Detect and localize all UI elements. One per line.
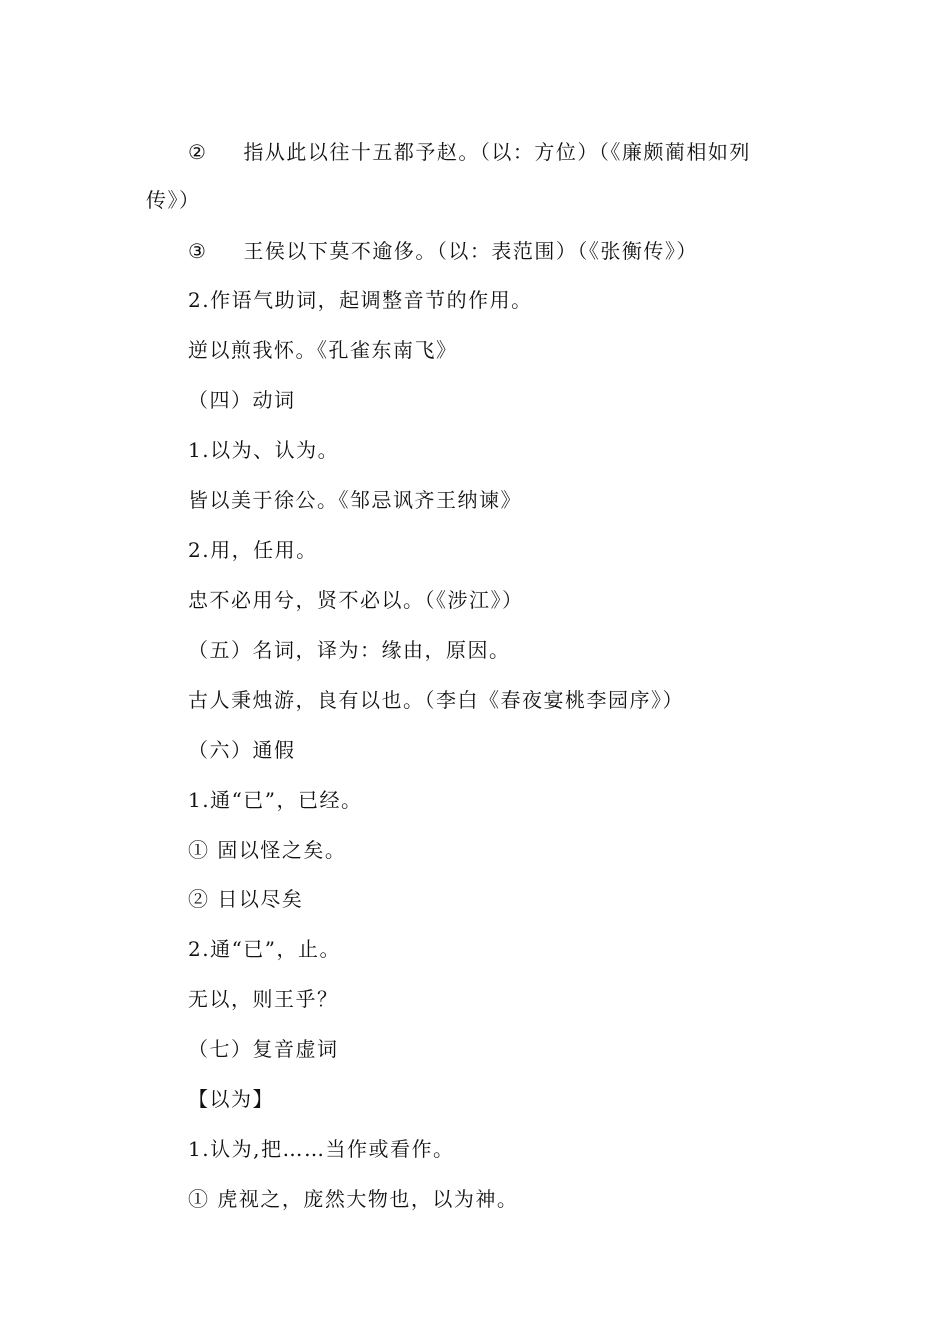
text-line: 古人秉烛游，良有以也。（李白《春夜宴桃李园序》） — [188, 688, 684, 712]
text-line: 皆以美于徐公。《邹忌讽齐王纳谏》 — [188, 488, 522, 512]
section-heading: （五）名词，译为：缘由，原因。 — [188, 638, 511, 662]
text-line: 忠不必用兮，贤不必以。（《涉江》） — [188, 588, 524, 612]
text-line: 逆以煎我怀。《孔雀东南飞》 — [188, 338, 458, 362]
section-heading: （四）动词 — [188, 388, 296, 412]
text-line: ① 固以怪之矣。 — [188, 838, 347, 862]
text-line: ② 日以尽矣 — [188, 887, 304, 911]
text-line — [146, 186, 201, 214]
line-text: 王侯以下莫不逾侈。（以：表范围）（《张衡传》） — [243, 239, 698, 263]
line-text: 传》） — [146, 188, 201, 212]
section-heading: （六）通假 — [188, 738, 296, 762]
text-line: 1.通“已”，已经。 — [188, 788, 363, 812]
text-line — [188, 237, 698, 265]
circled-number-marker: ② — [188, 140, 208, 164]
text-line — [188, 138, 751, 166]
text-line: 2.通“已”，止。 — [188, 937, 342, 961]
text-line: 1.认为,把……当作或看作。 — [188, 1137, 455, 1161]
line-text: 指从此以往十五都予赵。（以：方位）（《廉颇蔺相如列 — [243, 140, 751, 164]
text-line: 1.以为、认为。 — [188, 438, 340, 462]
term-heading: 【以为】 — [188, 1087, 274, 1111]
section-heading: （七）复音虚词 — [188, 1037, 339, 1061]
text-line: ① 虎视之，庞然大物也，以为神。 — [188, 1187, 519, 1211]
text-line: 2.作语气助词，起调整音节的作用。 — [188, 288, 533, 312]
text-line: 无以，则王乎？ — [188, 987, 339, 1011]
text-line: 2.用，任用。 — [188, 538, 318, 562]
circled-number-marker: ③ — [188, 239, 208, 263]
